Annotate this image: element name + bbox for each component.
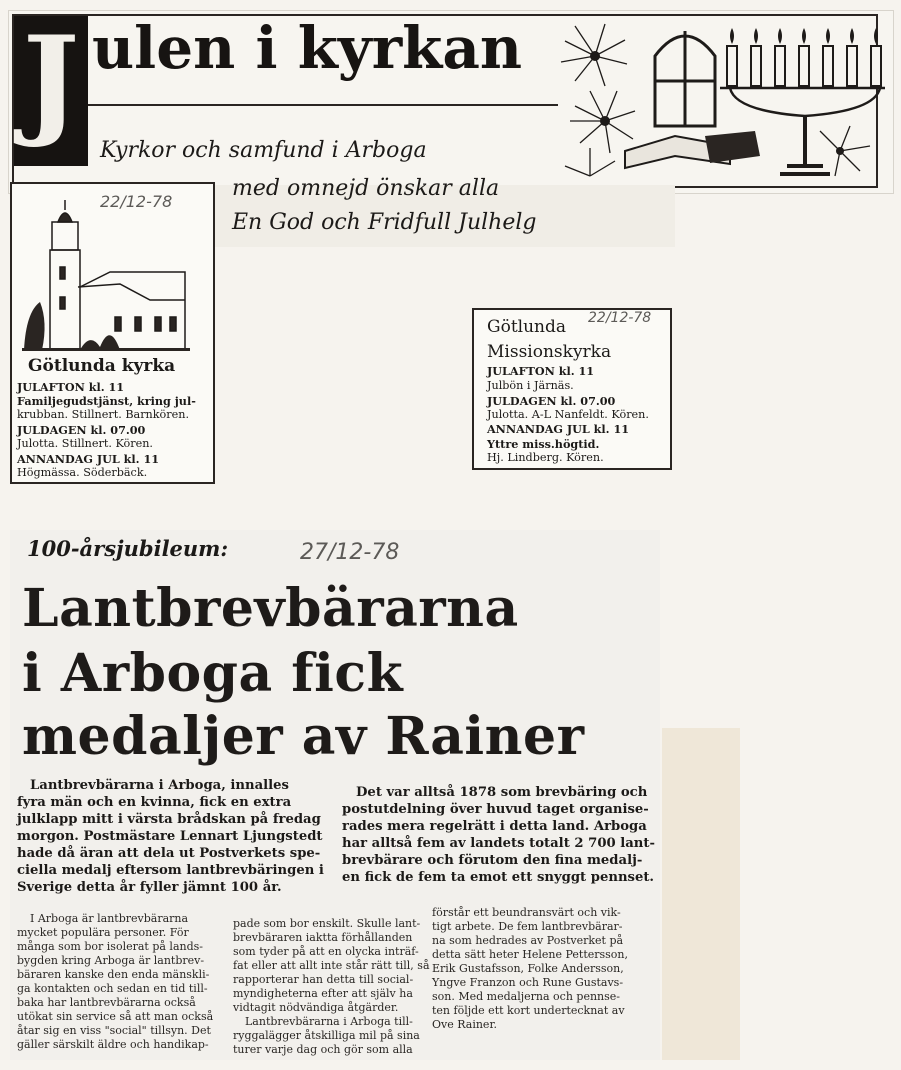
service-line: ANNANDAG JUL kl. 11 xyxy=(17,452,160,466)
body-line: bygden kring Arboga är lantbrev- xyxy=(17,954,205,967)
service-line: Julotta. A-L Nanfeldt. Kören. xyxy=(487,408,649,421)
lead-line: Sverige detta år fyller jämnt 100 år. xyxy=(17,880,282,895)
service-line: Familjegudstjänst, kring jul- xyxy=(17,394,196,408)
service-line: JULDAGEN kl. 07.00 xyxy=(17,423,146,437)
lead-line: fyra män och en kvinna, fick en extra xyxy=(17,795,292,810)
candles-poinsettia-illustration xyxy=(555,16,885,184)
service-line: JULAFTON kl. 11 xyxy=(17,380,125,394)
body-line: baka har lantbrevbärarna också xyxy=(17,996,196,1009)
handwritten-date: 27/12-78 xyxy=(300,540,400,565)
handwritten-date: 22/12-78 xyxy=(588,310,652,326)
body-line: ga kontakten och sedan en tid till- xyxy=(17,982,208,995)
body-line: Ove Rainer. xyxy=(432,1018,497,1031)
service-line: Julotta. Stillnert. Kören. xyxy=(17,437,153,450)
body-line: Yngve Franzon och Rune Gustavs- xyxy=(432,976,624,989)
church-name: Götlunda kyrka xyxy=(28,356,176,376)
body-line: fat eller att allt inte står rätt till, så xyxy=(233,959,430,972)
body-line: Erik Gustafsson, Folke Andersson, xyxy=(432,962,624,975)
body-line: son. Med medaljerna och pennse- xyxy=(432,990,620,1003)
banner-line-1: Kyrkor och samfund i Arboga xyxy=(100,138,427,163)
article-kicker: 100-årsjubileum: xyxy=(27,536,229,561)
body-line: många som bor isolerat på lands- xyxy=(17,940,203,953)
body-line: Lantbrevbärarna i Arboga till- xyxy=(245,1015,413,1028)
body-line: pade som bor enskilt. Skulle lant- xyxy=(233,917,421,930)
church-name-line-1: Götlunda xyxy=(487,317,566,337)
lead-line: julklapp mitt i värsta brådskan på fredag xyxy=(17,812,321,827)
headline-line-3: medaljer av Rainer xyxy=(22,706,585,767)
service-line: JULAFTON kl. 11 xyxy=(487,364,595,378)
body-line: turer varje dag och gör som alla xyxy=(233,1043,413,1056)
lead-line: postutdelning över huvud taget organise- xyxy=(342,802,649,817)
body-line: gäller särskilt äldre och handikap- xyxy=(17,1038,209,1051)
service-line: ANNANDAG JUL kl. 11 xyxy=(487,422,630,436)
body-line: brevbäraren iaktta förhållanden xyxy=(233,931,413,944)
lead-line: Det var alltså 1878 som brevbäring och xyxy=(356,785,648,800)
body-line: rapporterar han detta till social- xyxy=(233,973,414,986)
lead-line: rades mera regelrätt i detta land. Arboga xyxy=(342,819,647,834)
headline-line-2: i Arboga fick xyxy=(22,643,404,704)
service-line: Hj. Lindberg. Kören. xyxy=(487,451,604,464)
lead-line: ciella medalj eftersom lantbrevbäringen i xyxy=(17,863,324,878)
lead-line: Lantbrevbärarna i Arboga, innalles xyxy=(30,778,289,793)
body-line: mycket populära personer. För xyxy=(17,926,189,939)
lead-line: brevbärare och förutom den fina medalj- xyxy=(342,853,643,868)
body-line: bäraren kanske den enda mänskli- xyxy=(17,968,210,981)
service-line: JULDAGEN kl. 07.00 xyxy=(487,394,616,408)
service-line: Högmässa. Söderbäck. xyxy=(17,466,148,479)
initial-letter: J xyxy=(22,10,80,151)
body-line: åtar sig en viss "social" tillsyn. Det xyxy=(17,1024,211,1037)
lead-line: en fick de fem ta emot ett snyggt pennset. xyxy=(342,870,655,885)
body-line: som tyder på att en olycka inträf- xyxy=(233,945,419,958)
body-line: detta sätt heter Helene Pettersson, xyxy=(432,948,629,961)
lead-line: hade då äran att dela ut Postverkets spe- xyxy=(17,846,321,861)
body-line: ten följde ett kort undertecknat av xyxy=(432,1004,625,1017)
banner-line-3: En God och Fridfull Julhelg xyxy=(232,210,537,235)
headline-line-1: Lantbrevbärarna xyxy=(22,578,519,639)
body-line: utökat sin service så att man också xyxy=(17,1010,214,1023)
service-line: Yttre miss.högtid. xyxy=(487,437,600,451)
body-line: na som hedrades av Postverket på xyxy=(432,934,624,947)
body-line: myndigheterna efter att själv ha xyxy=(233,987,413,1000)
banner-rule xyxy=(88,104,558,106)
banner-title: ulen i kyrkan xyxy=(92,14,523,82)
lead-line: morgon. Postmästare Lennart Ljungstedt xyxy=(17,829,323,844)
lead-line: har alltså fem av landets totalt 2 700 lant- xyxy=(342,836,655,851)
church-illustration xyxy=(20,192,192,362)
body-line: I Arboga är lantbrevbärarna xyxy=(30,912,189,925)
body-line: förstår ett beundransvärt och vik- xyxy=(432,906,621,919)
banner-line-2: med omnejd önskar alla xyxy=(232,176,500,201)
service-line: krubban. Stillnert. Barnkören. xyxy=(17,408,190,421)
service-line: Julbön i Järnäs. xyxy=(487,379,574,392)
paper-tab xyxy=(662,728,740,1060)
body-line: vidtagit nödvändiga åtgärder. xyxy=(233,1001,399,1014)
body-line: tigt arbete. De fem lantbrevbärar- xyxy=(432,920,623,933)
church-name-line-2: Missionskyrka xyxy=(487,342,612,362)
handwritten-date: 22/12-78 xyxy=(100,192,173,211)
body-line: ryggalägger åtskilliga mil på sina xyxy=(233,1029,420,1042)
